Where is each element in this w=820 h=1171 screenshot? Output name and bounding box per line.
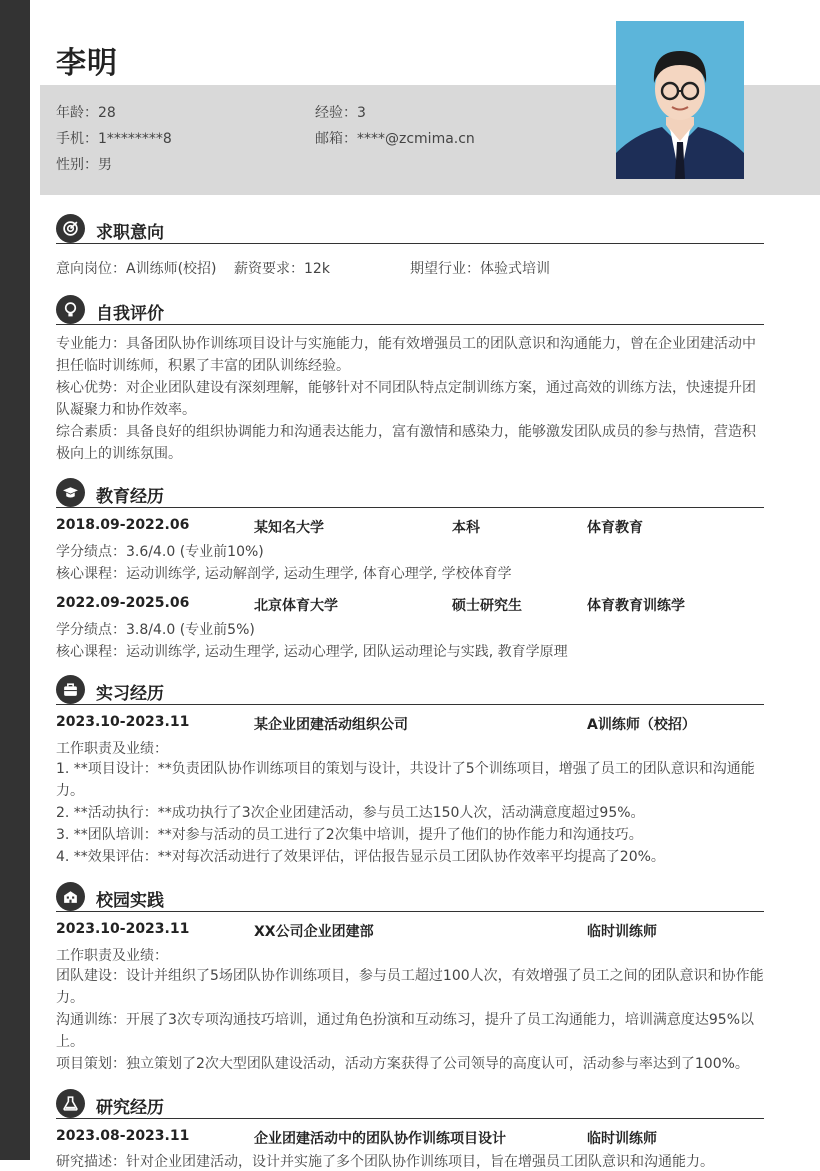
edu-major: 体育教育: [587, 520, 643, 536]
target-icon: [56, 214, 85, 243]
campus-role: 临时训练师: [587, 924, 657, 940]
research-description: 研究描述：针对企业团建活动，设计并实施了多个团队协作训练项目，旨在增强员工团队意识和沟通能力。: [56, 1154, 714, 1170]
building-icon: [56, 882, 85, 911]
lightbulb-icon: [56, 295, 85, 324]
self-eval-quality: 综合素质：具备良好的组织协调能力和沟通表达能力，富有激情和感染力，能够激发团队成员的参与热情，营造积极向上的训练氛围。: [56, 424, 756, 462]
section-job-intent: [56, 214, 764, 244]
experience: 经验：3: [315, 105, 366, 121]
self-eval-strength: 核心优势：对企业团队建设有深刻理解，能够针对不同团队特点定制训练方案，通过高效的训练方法，快速提升团队凝聚力和协作效率。: [56, 380, 756, 418]
gender: 性别：男: [56, 157, 112, 173]
campus-org: XX公司企业团建部: [254, 924, 374, 940]
section-title: 求职意向: [96, 223, 164, 243]
edu-gpa: 学分绩点：3.8/4.0 (专业前5%): [56, 622, 255, 638]
edu-school: 北京体育大学: [254, 598, 338, 614]
intent-industry: 期望行业：体验式培训: [410, 261, 550, 277]
research-role: 临时训练师: [587, 1131, 657, 1147]
campus-period: 2023.10-2023.11: [56, 921, 190, 937]
intern-company: 某企业团建活动组织公司: [254, 717, 408, 733]
section-title: 校园实践: [96, 891, 164, 911]
section-title: 教育经历: [96, 487, 164, 507]
email: 邮箱：****@zcmima.cn: [315, 131, 475, 147]
flask-icon: [56, 1089, 85, 1118]
campus-item: 项目策划：独立策划了2次大型团队建设活动，活动方案获得了公司领导的高度认可，活动参与率达到了100%。: [56, 1056, 749, 1072]
section-education: [56, 478, 764, 508]
age: 年龄：28: [56, 105, 116, 121]
research-period: 2023.08-2023.11: [56, 1128, 190, 1144]
section-title: 自我评价: [96, 304, 164, 324]
intern-item: 3. **团队培训：**对参与活动的员工进行了2次集中培训，提升了他们的协作能力和沟通技巧。: [56, 827, 643, 843]
section-self-evaluation: [56, 295, 764, 325]
intent-position: 意向岗位：A训练师(校招): [56, 261, 217, 277]
phone: 手机：1********8: [56, 131, 172, 147]
edu-major: 体育教育训练学: [587, 598, 685, 614]
section-research: [56, 1089, 764, 1119]
intent-salary: 薪资要求：12k: [234, 261, 330, 277]
edu-gpa: 学分绩点：3.6/4.0 (专业前10%): [56, 544, 264, 560]
profile-photo: [616, 21, 744, 179]
left-accent-bar: [0, 0, 30, 1160]
edu-school: 某知名大学: [254, 520, 324, 536]
edu-period: 2022.09-2025.06: [56, 595, 190, 611]
section-internship: [56, 675, 764, 705]
section-campus-practice: [56, 882, 764, 912]
intern-period: 2023.10-2023.11: [56, 714, 190, 730]
intern-item: 4. **效果评估：**对每次活动进行了效果评估，评估报告显示员工团队协作效率平均提高了20%。: [56, 849, 665, 865]
edu-courses: 核心课程：运动训练学, 运动生理学, 运动心理学, 团队运动理论与实践, 教育学原理: [56, 644, 568, 660]
intern-item: 2. **活动执行：**成功执行了3次企业团建活动，参与员工达150人次，活动满意度超过95%。: [56, 805, 645, 821]
intern-duty-label: 工作职责及业绩：: [56, 741, 168, 757]
campus-item: 团队建设：设计并组织了5场团队协作训练项目，参与员工超过100人次，有效增强了员工之间的团队意识和协作能力。: [56, 968, 764, 1006]
section-title: 研究经历: [96, 1098, 164, 1118]
campus-duty-label: 工作职责及业绩：: [56, 948, 168, 964]
self-eval-professional: 专业能力：具备团队协作训练项目设计与实施能力，能有效增强员工的团队意识和沟通能力，曾在企业团建活动中担任临时训练师，积累了丰富的团队训练经验。: [56, 336, 756, 374]
section-title: 实习经历: [96, 684, 164, 704]
briefcase-icon: [56, 675, 85, 704]
edu-degree: 硕士研究生: [452, 598, 522, 614]
edu-degree: 本科: [452, 520, 480, 536]
intern-role: A训练师（校招）: [587, 717, 696, 733]
edu-period: 2018.09-2022.06: [56, 517, 190, 533]
research-project: 企业团建活动中的团队协作训练项目设计: [254, 1131, 506, 1147]
edu-courses: 核心课程：运动训练学, 运动解剖学, 运动生理学, 体育心理学, 学校体育学: [56, 566, 512, 582]
intern-item: 1. **项目设计：**负责团队协作训练项目的策划与设计，共设计了5个训练项目，增强了员工的团队意识和沟通能力。: [56, 761, 755, 799]
graduation-cap-icon: [56, 478, 85, 507]
campus-item: 沟通训练：开展了3次专项沟通技巧培训，通过角色扮演和互动练习，提升了员工沟通能力，培训满意度达95%以上。: [56, 1012, 755, 1050]
candidate-name: 李明: [56, 46, 118, 81]
